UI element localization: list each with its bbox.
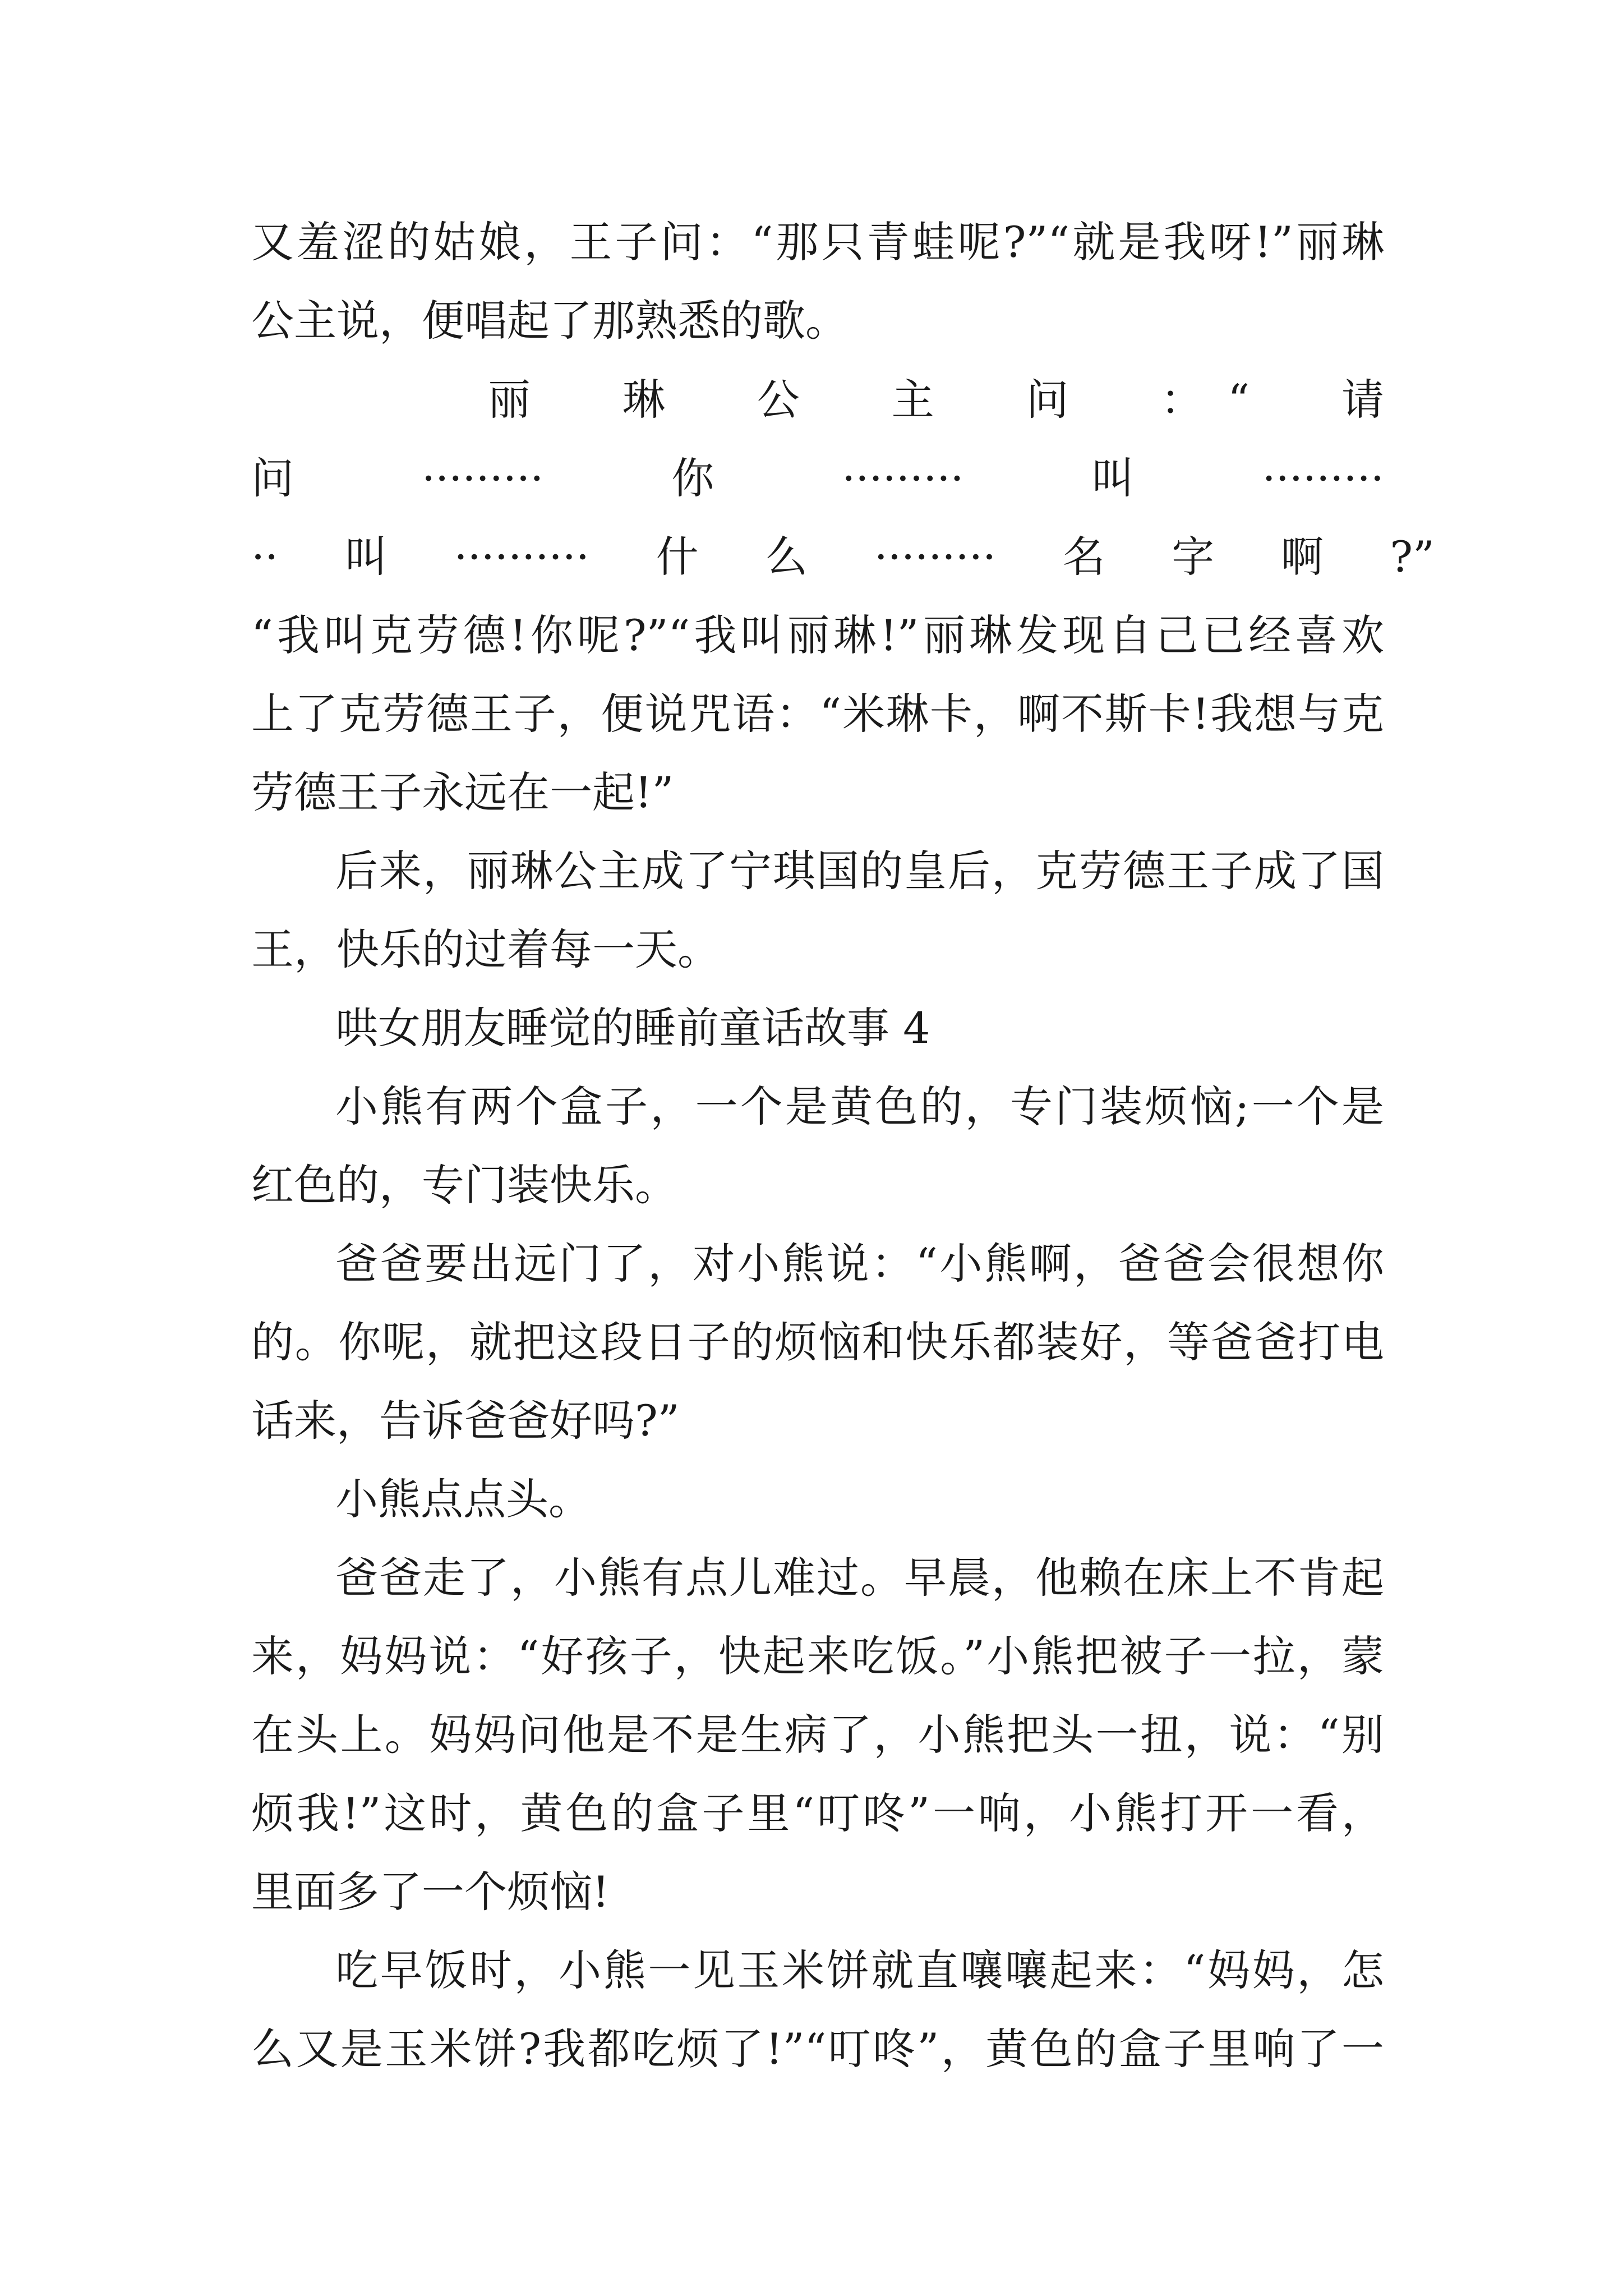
text-line: 红色的，专门装快乐。 xyxy=(251,1160,677,1210)
text-line: 后来，丽琳公主成了宁琪国的皇后，克劳德王子成了国 xyxy=(335,846,1384,896)
text-line: “我叫克劳德!你呢?”“我叫丽琳!”丽琳发现自己已经喜欢 xyxy=(251,610,1384,660)
text-line: 小熊有两个盒子，一个是黄色的，专门装烦恼;一个是 xyxy=(335,1082,1384,1131)
text-line: 爸爸要出远门了，对小熊说：“小熊啊，爸爸会很想你 xyxy=(335,1239,1384,1289)
text-line: 又羞涩的姑娘，王子问：“那只青蛙呢?”“就是我呀!”丽琳 xyxy=(251,217,1384,267)
text-line: 公主说，便唱起了那熟悉的歌。 xyxy=(251,296,848,346)
text-line: 丽 琳 公 主 问 ：“ 请 xyxy=(488,375,1384,425)
text-line: 烦我!”这时，黄色的盒子里“叮咚”一响，小熊打开一看， xyxy=(251,1788,1384,1838)
text-line: 在头上。妈妈问他是不是生病了，小熊把头一扭，说：“别 xyxy=(251,1710,1384,1760)
text-line: ··叫··········什么·········名字啊?” xyxy=(251,532,1435,582)
text-line: 上了克劳德王子，便说咒语：“米琳卡，啊不斯卡!我想与克 xyxy=(251,689,1384,739)
section-heading: 哄女朋友睡觉的睡前童话故事 4 xyxy=(335,1003,930,1053)
text-line: 么又是玉米饼?我都吃烦了!”“叮咚”，黄色的盒子里响了一 xyxy=(251,2024,1384,2074)
text-line: 劳德王子永远在一起!” xyxy=(251,767,674,817)
text-line: 小熊点点头。 xyxy=(335,1474,591,1524)
text-line: 的。你呢，就把这段日子的烦恼和快乐都装好，等爸爸打电 xyxy=(251,1317,1384,1367)
text-line: 来，妈妈说：“好孩子，快起来吃饭。”小熊把被子一拉，蒙 xyxy=(251,1631,1384,1681)
text-line: 问·········你·········叫········· xyxy=(251,453,1384,503)
text-line: 爸爸走了，小熊有点儿难过。早晨，他赖在床上不肯起 xyxy=(335,1553,1384,1603)
text-line: 王，快乐的过着每一天。 xyxy=(251,924,720,974)
text-line: 吃早饭时，小熊一见玉米饼就直嚷嚷起来：“妈妈，怎 xyxy=(335,1945,1384,1995)
text-line: 话来，告诉爸爸好吗?” xyxy=(251,1396,680,1446)
text-line: 里面多了一个烦恼! xyxy=(251,1867,610,1917)
